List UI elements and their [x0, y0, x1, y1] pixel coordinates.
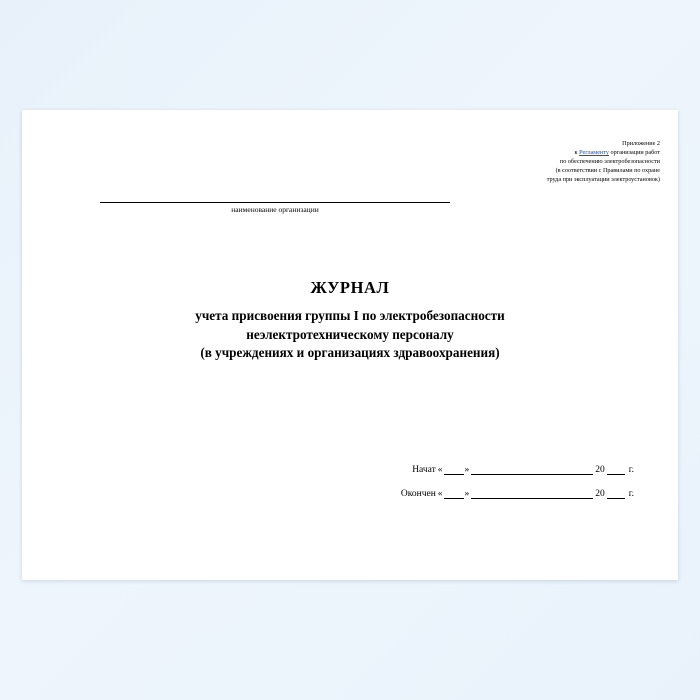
start-year-suffix: г. [628, 465, 634, 475]
start-year-input[interactable] [607, 465, 625, 475]
organization-name-rule[interactable] [100, 202, 450, 203]
document-title-block [22, 278, 678, 363]
start-date-row [294, 465, 634, 475]
organization-name-field [100, 202, 450, 214]
document-subtitle [22, 307, 678, 363]
start-day-input[interactable] [444, 465, 464, 475]
appendix-line-5: труда при эксплуатации электроустановок) [546, 175, 660, 183]
appendix-line-2 [390, 149, 660, 158]
start-quote-close: » [464, 465, 470, 475]
journal-dates-block [294, 465, 634, 513]
appendix-line-1: Приложение 2 [622, 140, 660, 147]
end-year-input[interactable] [607, 489, 625, 499]
subtitle-line-3: (в учреждениях и организациях здравоохранения) [200, 345, 500, 361]
start-month-input[interactable] [471, 465, 593, 475]
document-sheet [22, 110, 678, 580]
appendix-reference-block [390, 140, 660, 185]
end-date-row [294, 489, 634, 499]
page-title: ЖУРНАЛ [310, 278, 390, 297]
organization-name-caption: наименование организации [231, 205, 319, 214]
subtitle-line-1: учета присвоения группы I по электробезопасности [195, 308, 505, 323]
regulation-link[interactable]: Регламенту [579, 148, 609, 156]
start-date-label: Начат [412, 465, 436, 475]
appendix-line-4: (в соответствии с Правилами по охране [555, 166, 660, 174]
subtitle-line-2: неэлектротехническому персоналу [246, 326, 454, 342]
end-year-prefix: 20 [595, 489, 605, 499]
start-year-prefix: 20 [595, 465, 605, 475]
appendix-line-3: по обеспечению электробезопасности [559, 157, 660, 165]
start-quote-open: « [437, 465, 443, 475]
end-quote-close: » [464, 489, 470, 499]
end-date-label: Окончен [400, 489, 436, 499]
appendix-line-2-suffix: организации работ [608, 148, 660, 156]
end-day-input[interactable] [444, 489, 464, 499]
appendix-line-2-prefix: к [574, 148, 580, 156]
end-year-suffix: г. [628, 489, 634, 499]
end-quote-open: « [437, 489, 443, 499]
end-month-input[interactable] [471, 489, 593, 499]
